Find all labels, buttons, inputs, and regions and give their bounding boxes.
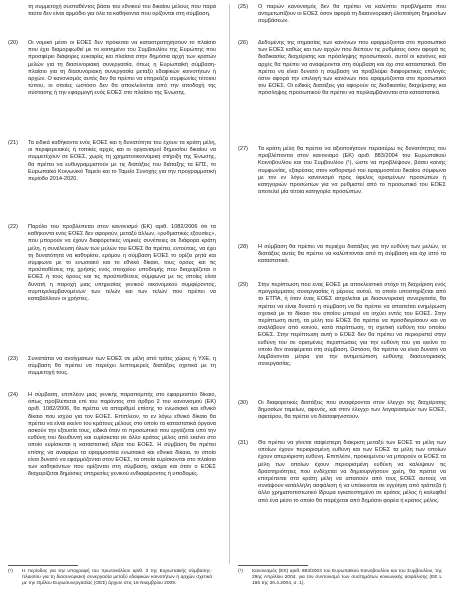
recital-text: Η σύμβαση, επιπλέον μιας γενικής παραπομπής στο εφαρμοστέο δίκαιο, όπως προβλέπεται επί του παρόντος στο άρθρο 2 του κανονισμού (ΕΚ) αριθ. 1082/2006, θα πρέπει να απαριθμεί επίσης το ενωσιακό και εθνικό δίκαιο που ισχύει για τον ΕΟΕΣ. Επιπλέον, το εν λόγω εθνικό δίκαιο θα πρέπει να είναι εκείνο του κράτους μέλους στο οποίο τα καταστατικά όργανα ασκούν την εξουσία τους, ειδικά όταν το προσωπικό που εργάζεται υπό την ευθύνη του διευθυντή και ευρίσκεται σε άλλο κράτος μέλος από εκείνο στο οποίο ευρίσκεται η καταστατική έδρα του ΕΟΕΣ. Η σύμβαση θα πρέπει επίσης να αναφέρει τα εφαρμοστέα ενωσιακά και εθνικά δίκαια, το οποίο είναι δυνατό να εφαρμόζονται στον ΕΟΕΣ, τα οποία ευρίσκονται στο πλαίσιο των καθηκόντων που ορίζονται στη σύμβαση, ακόμα και όταν ο ΕΟΕΣ διαχειρίζεται δημόσιες υπηρεσίες γενικού ενδιαφέροντος ή υποδομές. (28, 392, 216, 478)
recital-number: (30) (238, 400, 248, 406)
footnote-text: Η περίοδος για την υπογραφή του πρωτοκόλλου αριθ. 3 της Ευρωπαϊκής σύμβασης-πλαισίου για τη διασυνοριακή συνεργασία μεταξύ εδαφικών κοινοτήτων ή αρχών σχετικά με την Ομίλου Ευρωσυνεργασίας (ΟΕΣ) άρχισε στις 16 Νοεμβρίου 2009. (22, 569, 212, 586)
recital-text: Η σύμβαση θα πρέπει να περιέχει διατάξεις για την ευθύνη των μελών, οι διατάξεις αυτές θα πρέπει να καλύπτονται από τη σύμβαση και όχι από τα καταστατικά. (258, 244, 446, 265)
recital-number: (31) (238, 440, 248, 446)
footnote-separator (8, 565, 78, 566)
recital-text: Οι νομικό μέσο οι ΕΟΕΣ δεν πρόκειται να καταστρατηγήσουν το πλαίσιο που έχει διαμορφωθεί με το κοιτημένο του Συμβουλίου της Ευρώπης που προσφέρει διάφορες ευκαιρίες και πλαίσια στην δημόσια αρχή των κρατών μελών για τη διασυνοριακή συνεργασία, όπως η Ευρωπαϊκή σύμβαση-πλαίσιο για τη διασυνοριακή συνεργασία μεταξύ εδαφικών κοινοτήτων ή αρχών. Ο κανονισμός αυτός δεν θα πρέπει να επηρεάζει συμφωνίες τέτοιου τύπου, οι οποίες ωστόσο δεν θα αποκλείονται από την αποδοχή της σύστασης ή την εφαρμογή ενός ΕΟΕΣ στο πλαίσιο της Ένωσης. (28, 40, 216, 97)
recital-text: Τα ειδικά καθήκοντα ενός ΕΟΕΣ και η δυνατότητα του έχουν τα κράτη μέλη, οι περιφερειακές ή τοπικές αρχές και οι οργανισμοί δημοσίου δικαίου να συμμετέχουν σε ΕΟΕΣ, χωρίς τη χρηματοοικονομική στήριξη της Ένωσης, θα πρέπει να ευθυγραμμιστούν με τις διατάξεις του διάταξης τα ΕΠΣ, το Ευρωπαϊκό Κοινωνικό Ταμείο και το Ταμείο Συνοχής για την προγραμματική περίοδο 2014-2020. (28, 140, 216, 183)
recital-number: (25) (238, 4, 248, 10)
recital-text: τη συμμετοχή συσταθέντος βάσει του εθνικού του δικαίου μέλους που παρά ταύτα δεν είναι αρμόδιο για όλα τα καθήκοντα που ορίζονται στη σύμβαση. (28, 4, 216, 18)
recital-number: (20) (8, 40, 18, 46)
recital-text: Ο παρών κανονισμός δεν θα πρέπει να καλύπτει προβλήματα που αντιμετωπίζουν οι ΕΟΕΣ όσον αφορά τη διασυνοριακή ύλοποίηση δημοσίων συμβάσεων. (258, 4, 446, 25)
recital-number: (21) (8, 140, 18, 146)
column-divider (229, 4, 230, 564)
footnote-text: Κανονισμός (ΕΚ) αριθ. 883/2004 του Ευρωπαϊκού Κοινοβουλίου και του Συμβουλίου, της 29ης Απριλίου 2004, για τον συντονισμό των συστημάτων κοινωνικής ασφάλισης (ΕΕ L 166 της 30.4.2004, σ. 1). (252, 569, 442, 586)
footnote-number: (¹) (8, 569, 13, 574)
recital-text: Δεδομένης της σημασίας των κανόνων που εφαρμόζονται στο προσωπικό των ΕΟΕΣ καθώς και των αρχών που διέπουν τις ρυθμίσεις όσον αφορά τις διαδικασίες διαχείρισης και πρόσληψης προσωπικού, αυτοί οι κανόνες και αρχές θα πρέπει να αναφέρονται στη σύμβαση και όχι στα καταστατικά. Θα πρέπει να είναι δυνατό η σύμβαση να προβλέψει διαφορετικές επιλογές όσον αφορά την επιλογή των κανόνων που εφαρμόζονται στο προσωπικό του ΕΟΕΣ. Οι ειδικές διατάξεις για αφορούν τις διαδικασίες διαχείρισης και πρόσληψης προσωπικού θα πρέπει να περιλαμβάνονται στα καταστατικά. (258, 40, 446, 97)
recital-number: (22) (8, 224, 18, 230)
recital-text: Θα πρέπει να γίνεται σαφέστερη διάκριση μεταξύ των ΕΟΕΣ τα μέλη των οποίων έχουν περιορισμένη ευθύνη και των ΕΟΕΣ τα μέλη των οποίων έχουν απεριόριστη ευθύνη. Επιπλέον, προκειμένου να μπορούν οι ΕΟΕΣ τα μέλη των οποίων έχουν περιορισμένη ευθύνη να καλύψουν τις δραστηριότητες που ενδέχεται να δημιουργήσουν χρέη, θα πρέπει να επιτρέπεται στα κράτη μέλη να απαιτούν από τους ΕΟΕΣ αυτούς να συνάψουν κατάλληλη ασφάλιση ή να υπόκεινται σε εγγύηση από τράπεζα ή άλλο χρηματοπιστωτικό ίδρυμα εγκατεστημένο σε κράτος μέλος ή καλυφθεί από ένα μέσο το οποίο θα παρέχεται από δημόσιο φορέα ή κράτος μέλος. (258, 440, 446, 504)
recital-text: Παρόλο του προβλέπεται στον κανονισμό (ΕΚ) αριθ. 1082/2006 ότι τα καθήκοντα ενός ΕΟΕΣ δεν αφορούν, μεταξύ άλλων, «ρυθμιστικές εξουσίες», που μπορούν να έχουν διαφορετικές νομικές συνέπειες σε διάφορα κράτη μέλη, η συνέλευση όλων των μελών του ΕΟΕΣ θα πρέπει, εντούτοις, να έχει τη δυνατότητα να καθορίσει, ερόμου η σύμβαση ΕΟΕΣ το ορίζει ρητά και σύμφωνα με το ενωσιακό και το εθνικό δίκαιο, τους όρους και τις προϋποθέσεις της χρήσης ενός στοιχείου υποδομής που διαχειρίζεται ο ΕΟΕΣ ή τους όρους και τις προϋποθέσεις σύμφωνα με τις οποίες είναι δυνατή η παροχή μιας υπηρεσίας γενικού οικονομικού συμφέροντος, συμπεριλαμβανομένων των τελών και των τελών που πρέπει να καταβάλλουν οι χρήστες. (28, 224, 216, 303)
recital-text: Τα κράτη μέλη θα πρέπει να αξιοποιήσουν περαιτέρω τις δυνατότητες του προβλέπονται στον κανονισμό (ΕΚ) αριθ. 883/2004 του Ευρωπαϊκού Κοινοβουλίου και του Συμβουλίου (¹), ώστε να προβλέψουν, βάσει κοινής συμφωνίας, εξαιρέσεις στον καθορισμό του εφαρμοστέου δικαίου σύμφωνα με τον εν λόγω κανονισμό προς όφελος ορισμένων προσώπων ή κατηγοριών προσώπων για να ρυθμιστεί από το προσωπικό του ΕΟΕΣ αποτελεί μία τέτοια κατηγορία προσώπων. (258, 146, 446, 196)
recital-text: Οι διαφορετικές διατάξεις που αναφέρονται στον έλεγχο της διαχείρισης δημοσίων ταμείων, αφενός, και στον έλεγχο των λογαριασμών των ΕΟΕΣ, αφετέρου, θα πρέπει να διασαφηνιστούν. (258, 400, 446, 421)
recital-number: (24) (8, 392, 18, 398)
footnote-number: (¹) (238, 569, 243, 574)
recital-text: Συνιστάται να ανοίγματων των ΕΟΕΣ σε μέλη από τρίτες χώρες ή ΥΧΕ, η σύμβαση θα πρέπει να περιέχει λεπτομερείς διατάξεις σχετικά με τη συμμετοχή τους. (28, 356, 216, 377)
recital-number: (27) (238, 146, 248, 152)
recital-number: (28) (238, 244, 248, 250)
recital-number: (23) (8, 356, 18, 362)
recital-number: (29) (238, 282, 248, 288)
recital-text: Στην περίπτωση που ένας ΕΟΕΣ με αποκλειστικό στόχο τη διαχείριση ενός προγράμματος συνεργασίας ή μέρους αυτού, το οποίο υποστηρίζεται από το ΕΤΠΑ, ή όταν ένας ΕΟΕΣ ασχολείται με διασυνοριακή συνεργασία, θα πρέπει να είναι δυνατό η σύμβαση να θα πρέπει να απαιτείται ενημέρωση σχετικά με το δίκαιο του οποίου μπορεί να ισχύει εντός του ΕΟΕΣ. Στην περίπτωση αυτή, τα μέλη του ΕΟΕΣ θα πρέπει να προσδιορίσουν και να αναλάβουν από κοινού, κατά περίπτωση, τη σχετική ευθύνη του οποίου ΕΟΕΣ. Στην περίπτωση αυτή ο ΕΟΕΣ δεν θα πρέπει να περιοριστεί στην ευθύνη του σε ορισμένες περιπτώσεις για την ευθύνη του για εκείνο το οποίο δεν αναφέρεται στη σύμβαση. Ωστόσο, θα πρέπει να είναι δυνατό να λαμβάνονται μέτρα για την αντιμετώπιση ευθύνης διασυνοριακής συνεργασίας. (258, 282, 446, 368)
recital-number: (26) (238, 40, 248, 46)
footnote-separator (238, 565, 308, 566)
